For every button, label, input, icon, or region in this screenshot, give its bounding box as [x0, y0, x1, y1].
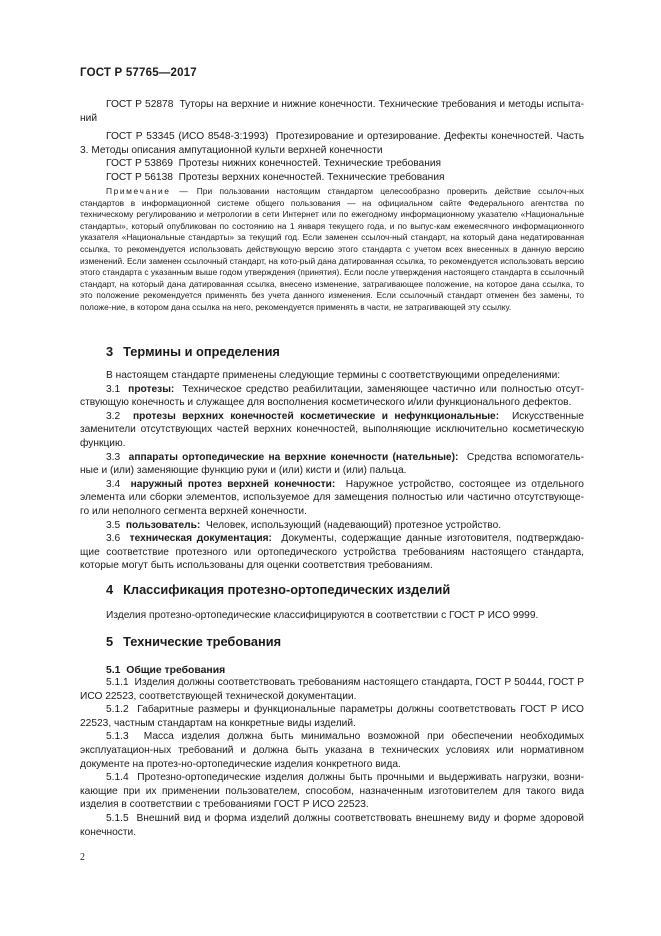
document-header: ГОСТ Р 57765—2017: [80, 67, 197, 79]
requirement-item: 5.1.2 Габаритные размеры и функциональные параметры должны соответствовать ГОСТ Р ИСО 22523, частным стандартам на конкретные виды изделий.: [80, 704, 584, 729]
note-paragraph: Примечание — При пользовании настоящим стандартом целесообразно проверить действие ссылоч-ных стандартов в информационной системе общего пользования — на официальном сайте Федерального агентства по техническому регулированию и метрологии в сети Интернет или по ежегодному информационному указателю «Национальные стандарты», который опубликован по состоянию на 1 января текущего года, и по выпус-кам ежемесячного информационного указателя «Национальные стандарты» за текущий год. Если заменен ссылоч-ный стандарт, на который дана недатированная ссылка, то рекомендуется использовать действующую версию этого стандарта с учетом всех внесенных в данную версию изменений. Если заменен ссылочный стандарт, на кото-рый дана датированная ссылка, то рекомендуется использовать версию этого стандарта с указанным выше годом утверждения (принятия). Если после утверждения настоящего стандарта в ссылочный стандарт, на который дана датированная ссылка, внесено изменение, затрагивающее положение, на которое дана ссылка, то это положение рекомендуется применять без учета данного изменения. Если ссылочный стандарт отменен без замены, то положе-ние, в котором дана ссылка на него, рекомендуется применять в части, не затрагивающей эту ссылку.: [80, 186, 584, 312]
section-heading: 4 Классификация протезно-ортопедических изделий: [106, 582, 451, 597]
term-definition: 3.5 пользователь: Человек, использующий (надевающий) протезное устройство.: [106, 519, 502, 531]
note-block: [80, 186, 584, 314]
section-intro: В настоящем стандарте применены следующие термины с соответствующими определениями:: [106, 370, 561, 381]
requirement-item: 5.1.4 Протезно-ортопедические изделия должны быть прочными и выдерживать нагрузки, возни-кающие при их применении пользователем, способом, назначенным изготовителем для такого вида изделия в соответствии с требованиями ГОСТ Р ИСО 22523.: [80, 772, 584, 811]
reference-item: ГОСТ Р 53345 (ИСО 8548-3:1993) Протезирование и ортезирование. Дефекты конечностей. Часть 3. Методы описания ампутационной культи верхней конечности: [80, 131, 584, 156]
section-heading: 3 Термины и определения: [106, 344, 280, 359]
references-list: [80, 98, 584, 185]
subsection-heading: 5.1 Общие требования: [106, 665, 226, 676]
term-definition: 3.6 техническая документация: Документы, содержащие данные изготовителя, подтверждаю-щие соответствие протезного или ортопедического устройства требованиям настоящего стандарта, которые могут быть использованы для оценки соответствия требованиям.: [80, 533, 584, 572]
term-definition: 3.3 аппараты ортопедические на верхние конечности (нательные): Средства вспомогатель-ные и (или) заменяющие функцию руки и (или) кисти и (или) пальца.: [80, 451, 584, 477]
section-3: [80, 344, 584, 573]
reference-item: ГОСТ Р 52878 Туторы на верхние и нижние конечности. Технические требования и методы испыта-ний: [80, 99, 584, 124]
page-number: 2: [80, 852, 85, 863]
term-definition: 3.1 протезы: Техническое средство реабилитации, заменяющее частично или полностью отсут-ствующую конечность и служащее для восполнения косметического и/или функционального дефектов.: [80, 383, 584, 409]
reference-item: ГОСТ Р 53869 Протезы нижних конечностей. Технические требования: [106, 158, 442, 170]
section-heading: 5 Технические требования: [106, 634, 282, 649]
requirement-item: 5.1.3 Масса изделия должна быть минимально возможной при обеспечении необходимых эксплуатацион-ных требований и должна быть указана в технических условиях или нормативном документе на протез-но-ортопедические изделия конкретного вида.: [80, 731, 584, 770]
note-label: Примечание —: [106, 186, 190, 196]
term-definition: 3.2 протезы верхних конечностей косметические и нефункциональные: Искусственные заменители отсутствующих частей верхних конечностей, выполняющие исключительно косметическую функцию.: [80, 410, 584, 449]
term-definition: 3.4 наружный протез верхней конечности: Наружное устройство, состоящее из отдельного элемента или сборки элементов, используемое для замещения полностью или частично отсутствующе-го или неполного сегмента верхней конечности.: [80, 478, 584, 517]
section-5: [80, 634, 584, 839]
requirement-item: 5.1.1 Изделия должны соответствовать требованиям настоящего стандарта, ГОСТ Р 50444, ГОСТ Р ИСО 22523, соответствующей технической документации.: [80, 677, 584, 702]
section-text: Изделия протезно-ортопедические классифицируются в соответствии с ГОСТ Р ИСО 9999.: [106, 610, 539, 621]
reference-item: ГОСТ Р 56138 Протезы верхних конечностей. Технические требования: [106, 171, 445, 183]
requirement-item: 5.1.5 Внешний вид и форма изделий должны соответствовать внешнему виду и форме здоровой конечности.: [80, 812, 584, 838]
section-4: [80, 582, 584, 623]
